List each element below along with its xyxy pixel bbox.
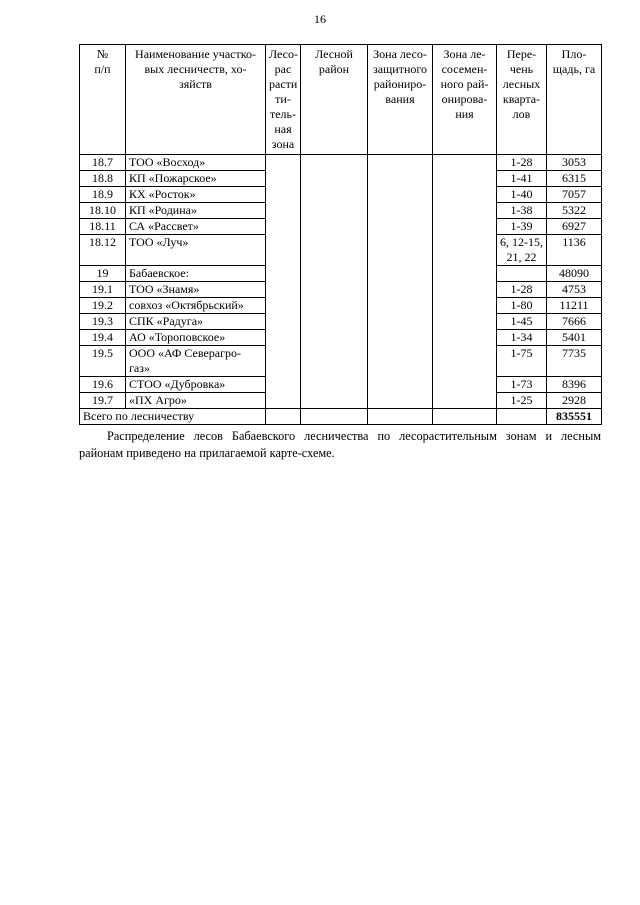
header-quarters: Пере- чень лесных кварта- лов bbox=[497, 45, 547, 155]
row-area: 4753 bbox=[547, 282, 602, 298]
row-quarters: 1-28 bbox=[497, 282, 547, 298]
total-empty-cell bbox=[433, 409, 497, 425]
row-name: СА «Рассвет» bbox=[126, 219, 266, 235]
header-area: Пло- щадь, га bbox=[547, 45, 602, 155]
row-name: ТОО «Луч» bbox=[126, 235, 266, 266]
row-area: 7735 bbox=[547, 346, 602, 377]
row-area: 7666 bbox=[547, 314, 602, 330]
row-num: 19.3 bbox=[80, 314, 126, 330]
header-seed-zone: Зона ле- сосемен- ного рай- онирова- ния bbox=[433, 45, 497, 155]
row-name: совхоз «Октябрьский» bbox=[126, 298, 266, 314]
row-name: СТОО «Дубровка» bbox=[126, 377, 266, 393]
header-name: Наименование участко- вых лесничеств, хо- зяйств bbox=[126, 45, 266, 155]
header-num: № п/п bbox=[80, 45, 126, 155]
forest-districts-table bbox=[79, 44, 602, 425]
total-row bbox=[80, 409, 602, 425]
description-paragraph: Распределение лесов Бабаевского лесничества по лесорастительным зонам и лесным районам приведено на прилагаемой карте-схеме. bbox=[79, 429, 601, 460]
row-quarters: 1-34 bbox=[497, 330, 547, 346]
row-num: 18.11 bbox=[80, 219, 126, 235]
row-name: КП «Пожарское» bbox=[126, 171, 266, 187]
total-empty-cell bbox=[301, 409, 368, 425]
row-num: 18.7 bbox=[80, 155, 126, 171]
forest-district-cell bbox=[301, 155, 368, 409]
row-name: ТОО «Знамя» bbox=[126, 282, 266, 298]
row-area: 6315 bbox=[547, 171, 602, 187]
table-row bbox=[80, 155, 602, 171]
header-protection-zone: Зона лесо- защитного райониро- вания bbox=[368, 45, 433, 155]
row-num: 19.2 bbox=[80, 298, 126, 314]
vegetation-zone-cell bbox=[266, 155, 301, 409]
row-num: 18.9 bbox=[80, 187, 126, 203]
row-quarters: 1-25 bbox=[497, 393, 547, 409]
row-num: 19.4 bbox=[80, 330, 126, 346]
row-area: 1136 bbox=[547, 235, 602, 266]
row-area: 2928 bbox=[547, 393, 602, 409]
table-header-row bbox=[80, 45, 602, 155]
seed-zone-cell bbox=[433, 155, 497, 409]
row-quarters: 1-45 bbox=[497, 314, 547, 330]
row-num: 18.12 bbox=[80, 235, 126, 266]
row-area: 7057 bbox=[547, 187, 602, 203]
row-name: «ПХ Агро» bbox=[126, 393, 266, 409]
row-name: КП «Родина» bbox=[126, 203, 266, 219]
row-quarters: 1-80 bbox=[497, 298, 547, 314]
row-quarters: 1-28 bbox=[497, 155, 547, 171]
row-area: 3053 bbox=[547, 155, 602, 171]
row-num: 18.8 bbox=[80, 171, 126, 187]
row-quarters: 1-73 bbox=[497, 377, 547, 393]
row-name: ООО «АФ Северагро-газ» bbox=[126, 346, 266, 377]
row-name: Бабаевское: bbox=[126, 266, 266, 282]
header-forest-district: Лесной район bbox=[301, 45, 368, 155]
row-num: 19 bbox=[80, 266, 126, 282]
page-number: 16 bbox=[314, 12, 326, 26]
row-quarters: 1-41 bbox=[497, 171, 547, 187]
row-area: 8396 bbox=[547, 377, 602, 393]
total-empty-cell bbox=[266, 409, 301, 425]
row-name: КХ «Росток» bbox=[126, 187, 266, 203]
total-area: 835551 bbox=[547, 409, 602, 425]
row-num: 18.10 bbox=[80, 203, 126, 219]
row-name: АО «Тороповское» bbox=[126, 330, 266, 346]
total-empty-cell bbox=[368, 409, 433, 425]
row-area: 6927 bbox=[547, 219, 602, 235]
row-quarters: 1-38 bbox=[497, 203, 547, 219]
row-num: 19.1 bbox=[80, 282, 126, 298]
total-empty-cell bbox=[497, 409, 547, 425]
header-vegetation-zone: Лесо- рас расти ти- тель- ная зона bbox=[266, 45, 301, 155]
row-quarters: 6, 12-15, 21, 22 bbox=[497, 235, 547, 266]
total-label: Всего по лесничеству bbox=[80, 409, 266, 425]
row-area: 5322 bbox=[547, 203, 602, 219]
row-num: 19.6 bbox=[80, 377, 126, 393]
row-num: 19.5 bbox=[80, 346, 126, 377]
row-area: 48090 bbox=[547, 266, 602, 282]
row-name: СПК «Радуга» bbox=[126, 314, 266, 330]
row-quarters bbox=[497, 266, 547, 282]
row-quarters: 1-75 bbox=[497, 346, 547, 377]
row-quarters: 1-40 bbox=[497, 187, 547, 203]
row-area: 11211 bbox=[547, 298, 602, 314]
row-name: ТОО «Восход» bbox=[126, 155, 266, 171]
protection-zone-cell bbox=[368, 155, 433, 409]
row-num: 19.7 bbox=[80, 393, 126, 409]
row-area: 5401 bbox=[547, 330, 602, 346]
row-quarters: 1-39 bbox=[497, 219, 547, 235]
